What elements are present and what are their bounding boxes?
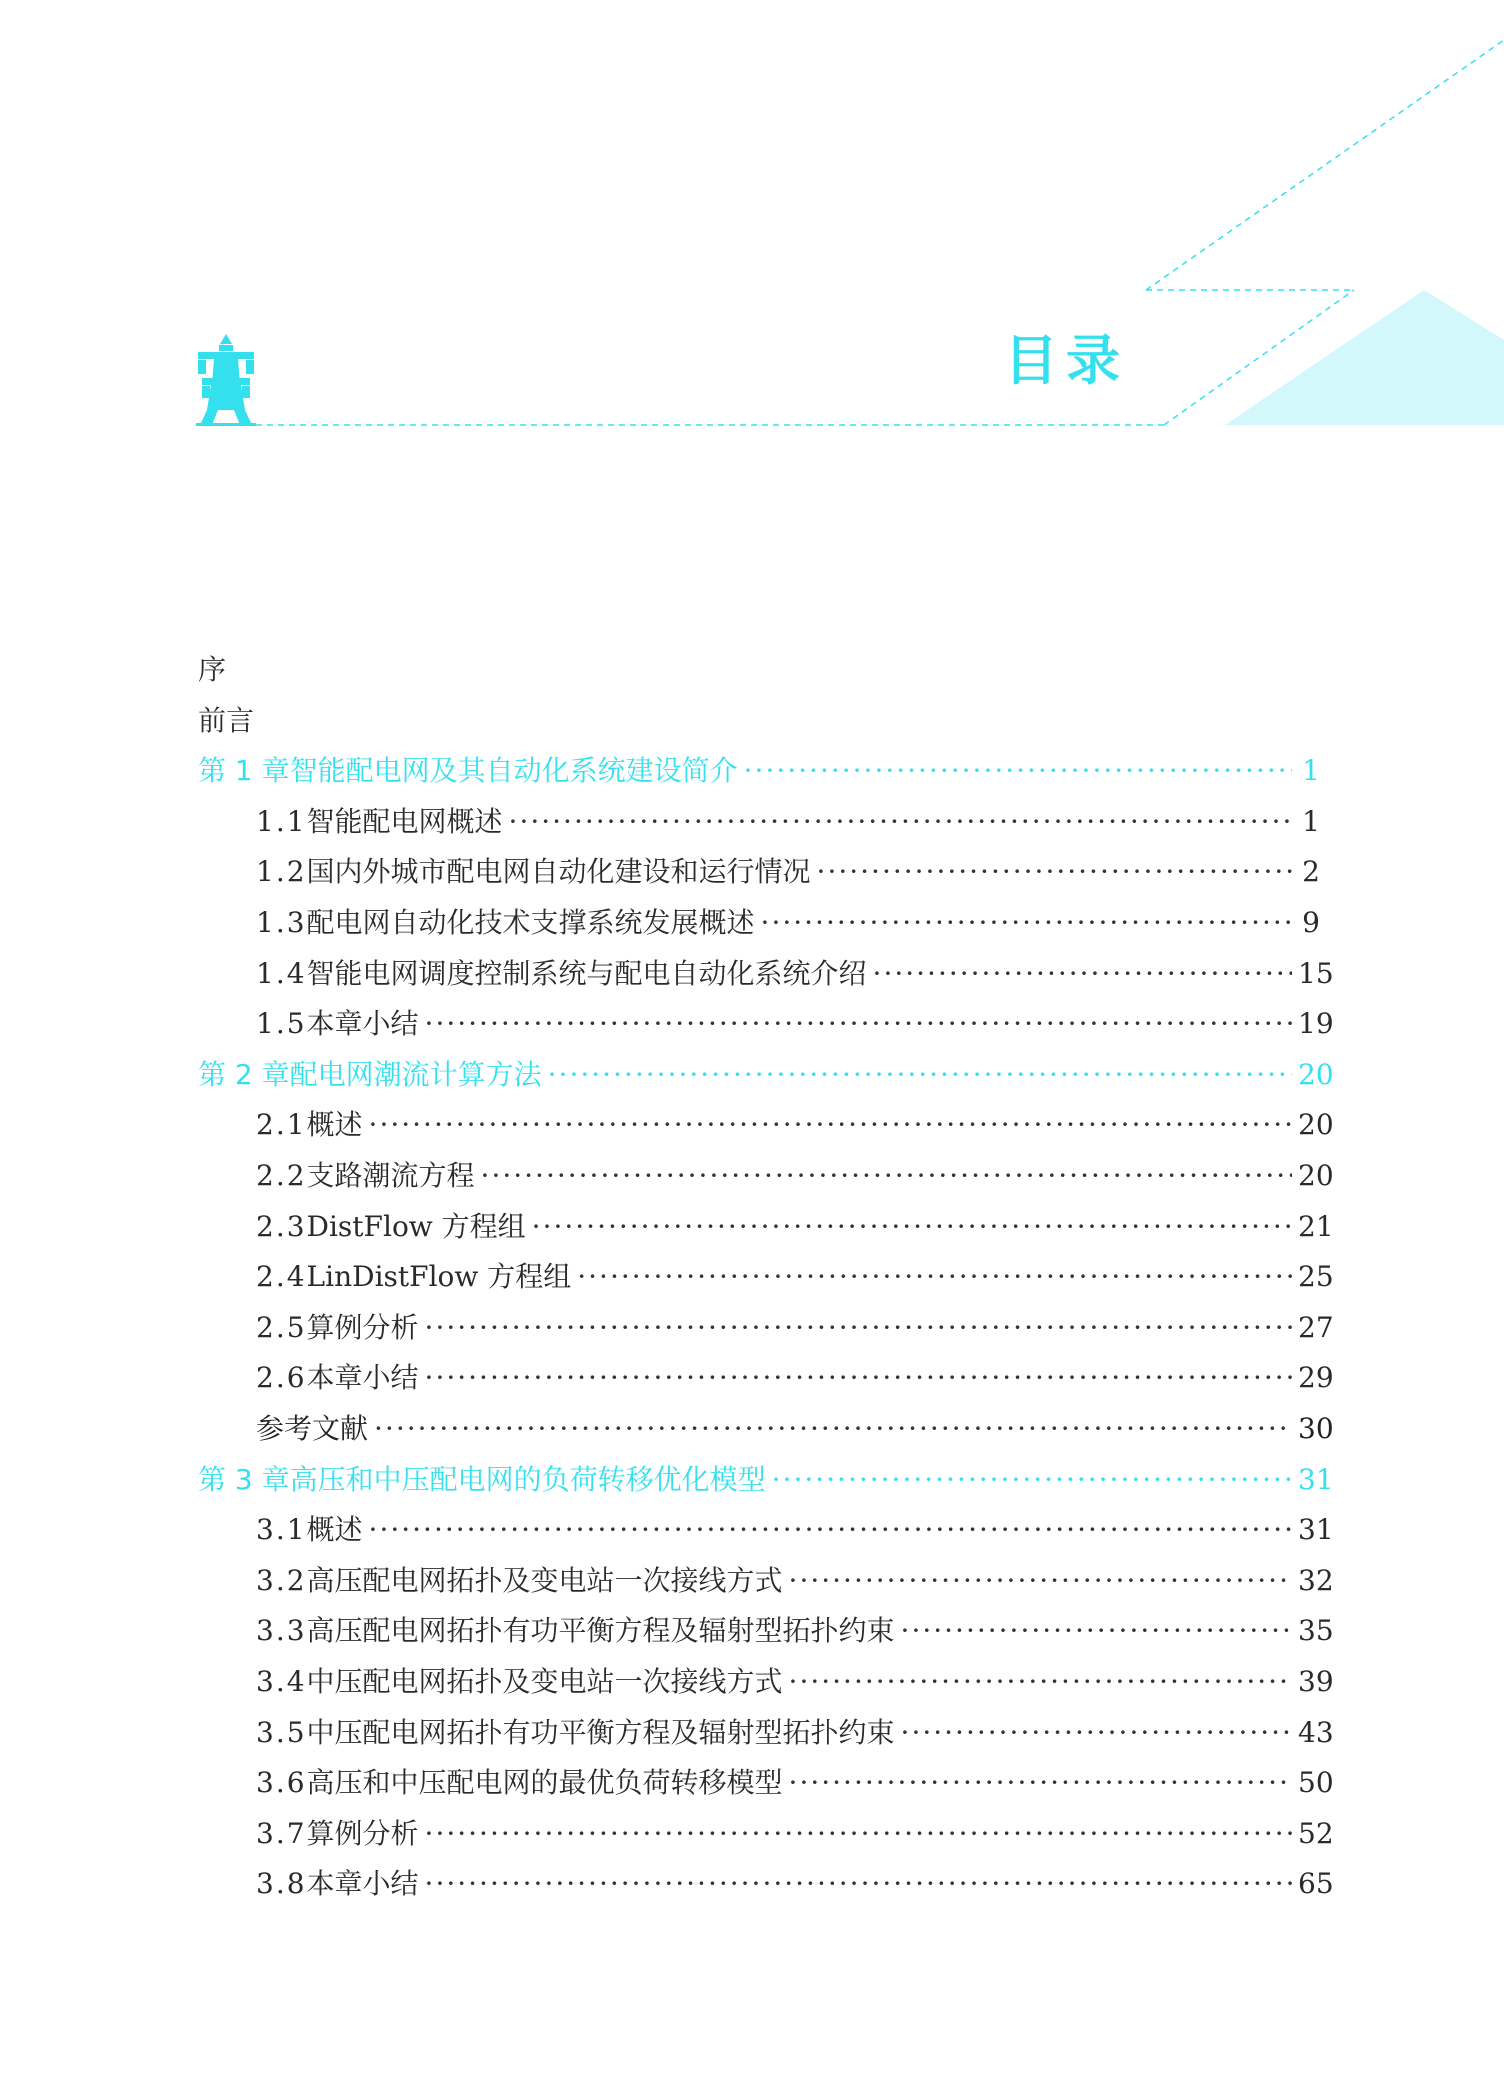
toc-entry-title: 本章小结	[306, 1867, 419, 1901]
toc-leader-dots	[761, 906, 1292, 939]
page-title: 目录	[1004, 329, 1128, 392]
toc-entry-number: 1.1	[256, 804, 307, 838]
decor-triangle	[1225, 290, 1504, 425]
toc-plain-row[interactable]	[198, 699, 254, 739]
toc-entry-number: 第 3 章	[198, 1462, 290, 1496]
toc-leader-dots	[901, 1614, 1292, 1647]
toc-entry-title: 配电网自动化技术支撑系统发展概述	[306, 906, 755, 939]
toc-leader-dots	[577, 1260, 1292, 1293]
toc-leader-dots	[425, 1361, 1292, 1394]
toc-entry-number: 2.2	[256, 1159, 307, 1192]
toc-page-number: 20	[1298, 1057, 1334, 1091]
toc-leader-dots	[772, 1463, 1292, 1496]
toc-leader-dots	[532, 1210, 1292, 1243]
toc-entry-number: 3.2	[256, 1563, 307, 1597]
toc-page-number: 65	[1298, 1867, 1334, 1901]
toc-entry-number: 1.2	[256, 855, 307, 889]
toc-page-number: 9	[1302, 906, 1320, 939]
toc-entry-number: 3.4	[256, 1665, 307, 1698]
toc-entry-title: 中压配电网拓扑及变电站一次接线方式	[306, 1665, 783, 1698]
toc-page-number: 20	[1298, 1159, 1334, 1192]
toc-leader-dots	[369, 1513, 1292, 1546]
toc-entry-number: 2.5	[256, 1310, 307, 1344]
toc-section-row[interactable]	[256, 1356, 1334, 1396]
toc-page-number: 50	[1298, 1766, 1334, 1800]
toc-entry-title: 前言	[198, 703, 255, 737]
toc-entry-number: 1.5	[256, 1007, 307, 1041]
toc-entry-number: 3.5	[256, 1715, 307, 1749]
toc-section-row[interactable]	[256, 1761, 1334, 1801]
toc-leader-dots	[789, 1665, 1292, 1698]
toc-leader-dots	[425, 1007, 1292, 1040]
toc-section-row[interactable]	[256, 1306, 1334, 1346]
toc-leader-dots	[873, 957, 1292, 990]
toc-entry-number: 3.3	[256, 1614, 307, 1648]
toc-page-number: 21	[1298, 1209, 1334, 1243]
toc-entry-title: LinDistFlow 方程组	[306, 1260, 572, 1294]
toc-section-row[interactable]	[256, 1862, 1334, 1902]
toc-entry-title: 国内外城市配电网自动化建设和运行情况	[306, 855, 811, 889]
toc-leader-dots	[548, 1058, 1292, 1091]
toc-page-number: 20	[1298, 1108, 1334, 1142]
toc-section-row[interactable]	[256, 952, 1334, 992]
toc-leader-dots	[509, 805, 1292, 838]
toc-entry-number: 3.8	[256, 1867, 307, 1901]
toc-entry-title: 本章小结	[306, 1007, 419, 1041]
toc-chapter-row[interactable]	[198, 1458, 1334, 1498]
toc-entry-title: 高压配电网拓扑及变电站一次接线方式	[306, 1563, 783, 1597]
toc-leader-dots	[481, 1159, 1292, 1192]
toc-entry-title: 概述	[306, 1108, 363, 1142]
toc-entry-number: 1.3	[256, 906, 307, 939]
toc-entry-title: 智能电网调度控制系统与配电自动化系统介绍	[306, 956, 867, 990]
toc-page-number: 30	[1298, 1412, 1334, 1445]
power-tower-icon	[196, 334, 256, 426]
toc-entry-title: 高压配电网拓扑有功平衡方程及辐射型拓扑约束	[306, 1614, 895, 1648]
toc-page-number: 35	[1298, 1614, 1334, 1648]
toc-entry-title: 序	[198, 653, 227, 686]
decor-diagonal-top	[1146, 40, 1504, 290]
toc-page-number: 1	[1302, 804, 1320, 838]
toc-leader-dots	[817, 855, 1292, 888]
toc-entry-number: 2.3	[256, 1209, 307, 1243]
toc-page-number: 32	[1298, 1563, 1334, 1597]
toc-entry-title: 中压配电网拓扑有功平衡方程及辐射型拓扑约束	[306, 1715, 895, 1749]
toc-entry-title: 算例分析	[306, 1310, 419, 1344]
toc-page-number: 19	[1298, 1007, 1334, 1041]
toc-entry-title: 配电网潮流计算方法	[289, 1057, 542, 1091]
toc-page-number: 15	[1298, 956, 1334, 990]
toc-entry-number: 第 2 章	[198, 1057, 290, 1091]
toc-page-number: 2	[1302, 855, 1320, 889]
toc-page-number: 52	[1298, 1816, 1334, 1850]
toc-section-row[interactable]	[256, 1711, 1334, 1751]
toc-page-number: 31	[1298, 1462, 1334, 1496]
toc-section-row[interactable]	[256, 800, 1320, 840]
toc-section-row[interactable]	[256, 1002, 1334, 1042]
toc-plain-row[interactable]	[198, 648, 226, 688]
toc-entry-title: 智能配电网及其自动化系统建设简介	[289, 754, 738, 788]
toc-leader-dots	[744, 754, 1292, 787]
toc-section-row[interactable]	[256, 1812, 1334, 1852]
toc-entry-title: 参考文献	[256, 1412, 369, 1445]
toc-section-row[interactable]	[256, 1508, 1334, 1548]
toc-leader-dots	[425, 1867, 1292, 1900]
toc-references-row[interactable]	[256, 1407, 1334, 1447]
toc-leader-dots	[425, 1311, 1292, 1344]
toc-section-row[interactable]	[256, 1205, 1334, 1245]
toc-chapter-row[interactable]	[198, 1053, 1334, 1093]
toc-entry-number: 2.4	[256, 1260, 307, 1294]
toc-leader-dots	[901, 1716, 1292, 1749]
toc-entry-number: 3.7	[256, 1816, 307, 1850]
toc-entry-number: 2.1	[256, 1108, 307, 1142]
toc-entry-title: DistFlow 方程组	[306, 1209, 526, 1243]
toc-entry-title: 高压和中压配电网的负荷转移优化模型	[289, 1462, 766, 1496]
toc-page-number: 39	[1298, 1665, 1334, 1698]
toc-entry-title: 算例分析	[306, 1816, 419, 1850]
toc-page-number: 1	[1302, 754, 1320, 788]
toc-entry-number: 3.6	[256, 1766, 307, 1800]
toc-page-number: 25	[1298, 1260, 1334, 1294]
toc-entry-number: 3.1	[256, 1513, 307, 1547]
toc-entry-number: 第 1 章	[198, 754, 290, 788]
toc-section-row[interactable]	[256, 850, 1320, 890]
toc-leader-dots	[789, 1564, 1292, 1597]
toc-page-number: 27	[1298, 1310, 1334, 1344]
toc-page-number: 31	[1298, 1513, 1334, 1547]
toc-entry-title: 概述	[306, 1513, 363, 1547]
toc-entry-number: 1.4	[256, 956, 307, 990]
toc-entry-title: 智能配电网概述	[306, 804, 503, 838]
toc-leader-dots	[369, 1108, 1292, 1141]
toc-section-row[interactable]	[256, 901, 1320, 941]
toc-entry-title: 高压和中压配电网的最优负荷转移模型	[306, 1766, 783, 1800]
toc-entry-title: 本章小结	[306, 1361, 419, 1395]
toc-chapter-row[interactable]	[198, 749, 1320, 789]
toc-section-row[interactable]	[256, 1559, 1334, 1599]
toc-page-number: 29	[1298, 1361, 1334, 1395]
toc-leader-dots	[425, 1817, 1292, 1850]
toc-section-row[interactable]	[256, 1609, 1334, 1649]
toc-section-row[interactable]	[256, 1660, 1334, 1700]
toc-page-number: 43	[1298, 1715, 1334, 1749]
toc-section-row[interactable]	[256, 1103, 1334, 1143]
toc-section-row[interactable]	[256, 1154, 1334, 1194]
toc-section-row[interactable]	[256, 1255, 1334, 1295]
toc-entry-number: 2.6	[256, 1361, 307, 1395]
toc-leader-dots	[374, 1412, 1292, 1445]
toc-leader-dots	[789, 1766, 1292, 1799]
toc-entry-title: 支路潮流方程	[306, 1159, 475, 1192]
